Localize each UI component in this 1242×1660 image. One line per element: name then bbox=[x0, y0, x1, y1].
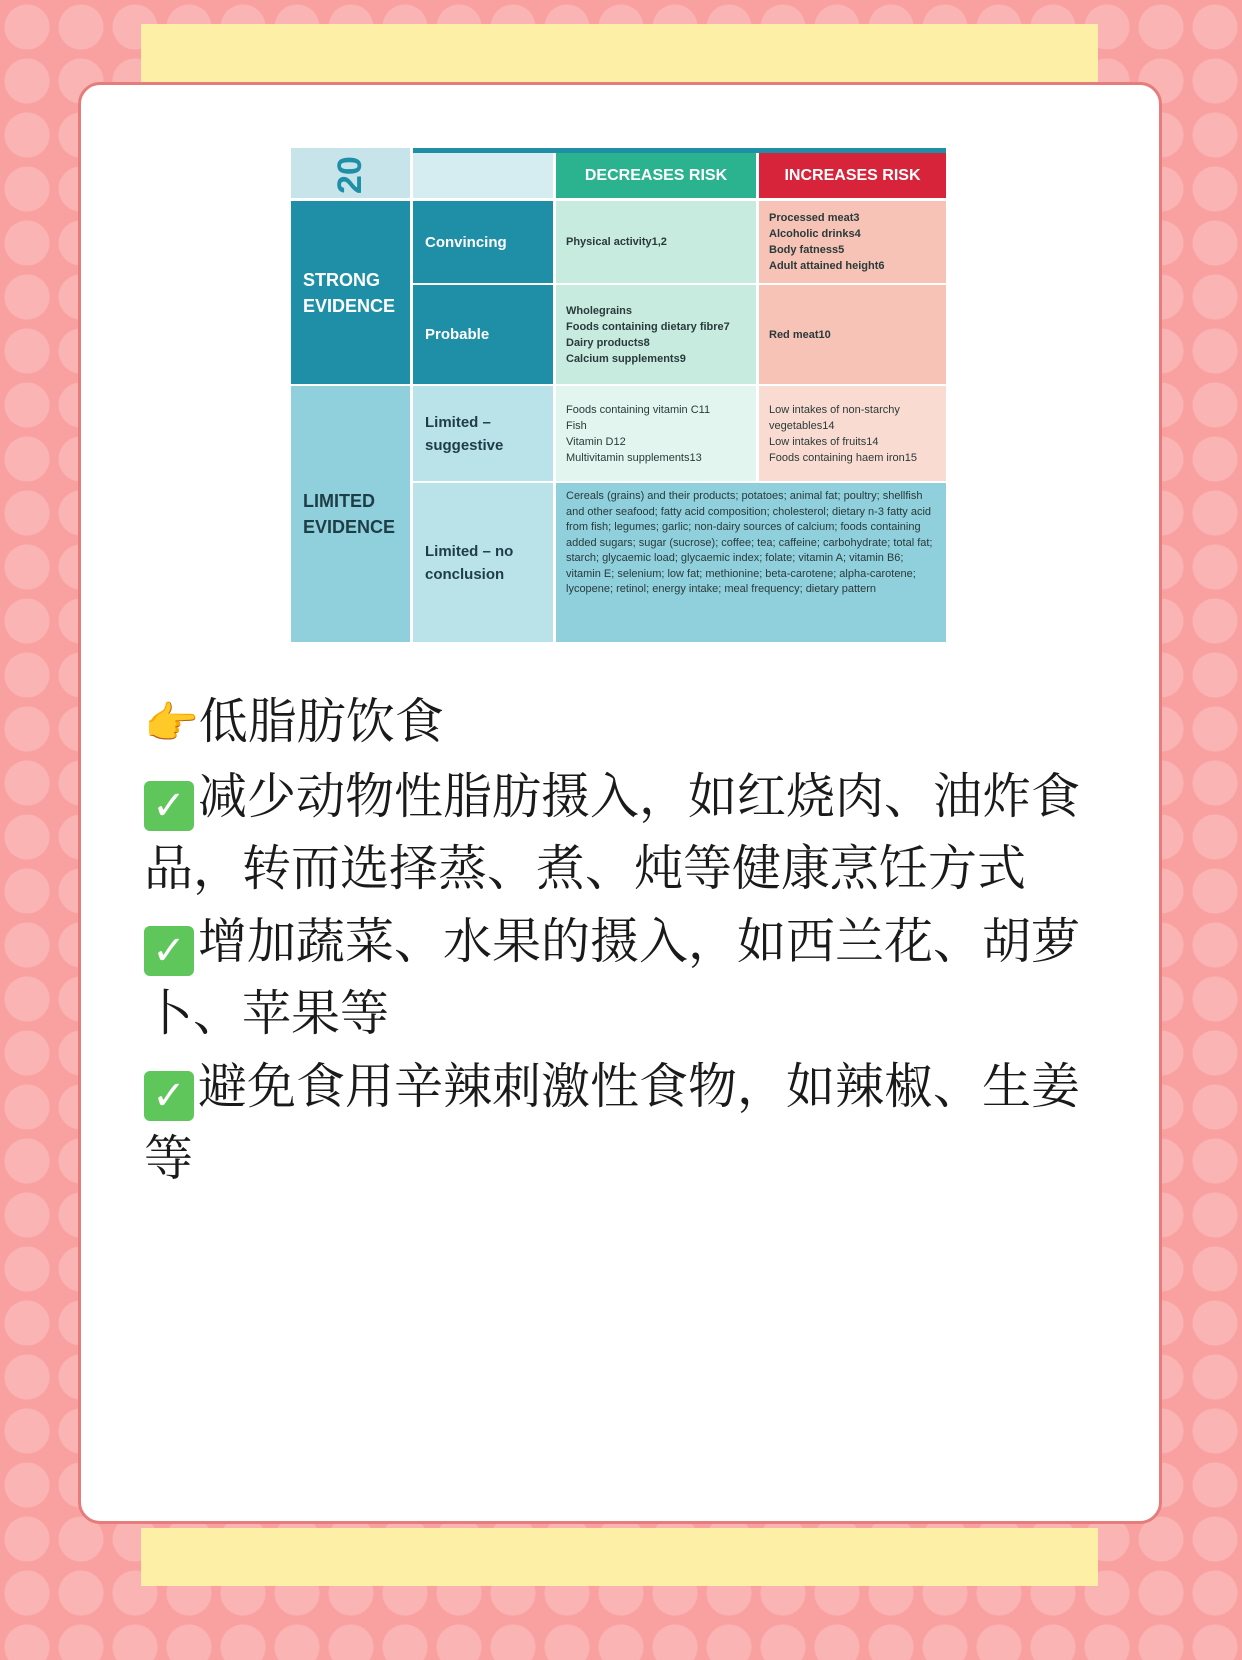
bottom-tape-strip bbox=[141, 1528, 1098, 1586]
table-item: Wholegrains bbox=[566, 304, 633, 317]
list-item bbox=[144, 761, 1104, 906]
table-corner bbox=[291, 148, 410, 198]
table-item: Fish bbox=[566, 419, 587, 432]
table-item: Foods containing dietary fibre7 bbox=[566, 320, 730, 333]
increases-risk-header: INCREASES RISK bbox=[759, 153, 946, 198]
list-item bbox=[144, 1051, 1104, 1196]
table-item: Processed meat3 bbox=[769, 212, 860, 224]
cell-probable-decreases bbox=[556, 285, 756, 384]
cell-convincing-decreases bbox=[556, 201, 756, 283]
table-item: Adult attained height6 bbox=[769, 260, 885, 272]
table-item: Dairy products8 bbox=[566, 336, 650, 349]
post-heading: 低脂肪饮食 bbox=[198, 693, 444, 750]
item-text: 增加蔬菜、水果的摄入，如西兰花、胡萝卜、苹果等 bbox=[144, 912, 1081, 1042]
corner-label: 20 bbox=[331, 156, 369, 194]
cell-no-conclusion: Cereals (grains) and their products; potatoes; animal fat; poultry; shellfish and other seafood; fatty acid composition; cholesterol; dietary n-3 fatty acid from fish; legumes; garlic; non-dairy sources of calcium; foods containing added sugars; sugar (sucrose); coffee; tea; caffeine; carbohydrate; total fat; starch; glycaemic load; glycaemic index; folate; vitamin A; vitamin B6; vitamin E; selenium; low fat; methionine; beta-carotene; alpha-carotene; lycopene; retinol; energy intake; meal frequency; dietary pattern bbox=[556, 483, 946, 642]
table-item: Vitamin D12 bbox=[566, 435, 626, 448]
pointing-hand-icon: 👉 bbox=[144, 698, 199, 749]
table-item: Body fatness5 bbox=[769, 244, 845, 256]
limited-evidence-label: LIMITED EVIDENCE bbox=[291, 386, 410, 642]
heading-line bbox=[144, 686, 1104, 761]
cell-suggestive-decreases bbox=[556, 386, 756, 481]
table-item: Foods containing haem iron15 bbox=[769, 451, 917, 464]
level-probable: Probable bbox=[413, 285, 553, 384]
check-mark-icon: ✓ bbox=[144, 1071, 194, 1121]
level-no-conclusion: Limited – no conclusion bbox=[413, 483, 553, 642]
item-text: 减少动物性脂肪摄入，如红烧肉、油炸食品，转而选择蒸、煮、炖等健康烹饪方式 bbox=[144, 767, 1081, 897]
level-suggestive: Limited – suggestive bbox=[413, 386, 553, 481]
table-item: Low intakes of fruits14 bbox=[769, 435, 879, 448]
table-item: Physical activity1,2 bbox=[566, 236, 667, 248]
table-item: Calcium supplements9 bbox=[566, 352, 686, 365]
top-tape-strip bbox=[141, 24, 1098, 82]
table-item: Alcoholic drinks4 bbox=[769, 228, 861, 240]
check-mark-icon: ✓ bbox=[144, 781, 194, 831]
cell-convincing-increases bbox=[759, 201, 946, 283]
table-item: Red meat10 bbox=[769, 328, 831, 341]
item-text: 避免食用辛辣刺激性食物，如辣椒、生姜等 bbox=[144, 1057, 1081, 1187]
cell-probable-increases bbox=[759, 285, 946, 384]
cell-suggestive-increases bbox=[759, 386, 946, 481]
decreases-risk-header: DECREASES RISK bbox=[556, 153, 756, 198]
table-item: Foods containing vitamin C11 bbox=[566, 403, 711, 416]
blank-header-cell bbox=[413, 153, 553, 198]
table-item: Multivitamin supplements13 bbox=[566, 451, 702, 464]
check-mark-icon: ✓ bbox=[144, 926, 194, 976]
evidence-table-image bbox=[291, 148, 946, 642]
strong-evidence-label: STRONG EVIDENCE bbox=[291, 201, 410, 384]
level-convincing: Convincing bbox=[413, 201, 553, 283]
list-item bbox=[144, 906, 1104, 1051]
post-text bbox=[144, 686, 1104, 1196]
table-item: Low intakes of non-starchy vegetables14 bbox=[769, 403, 900, 432]
